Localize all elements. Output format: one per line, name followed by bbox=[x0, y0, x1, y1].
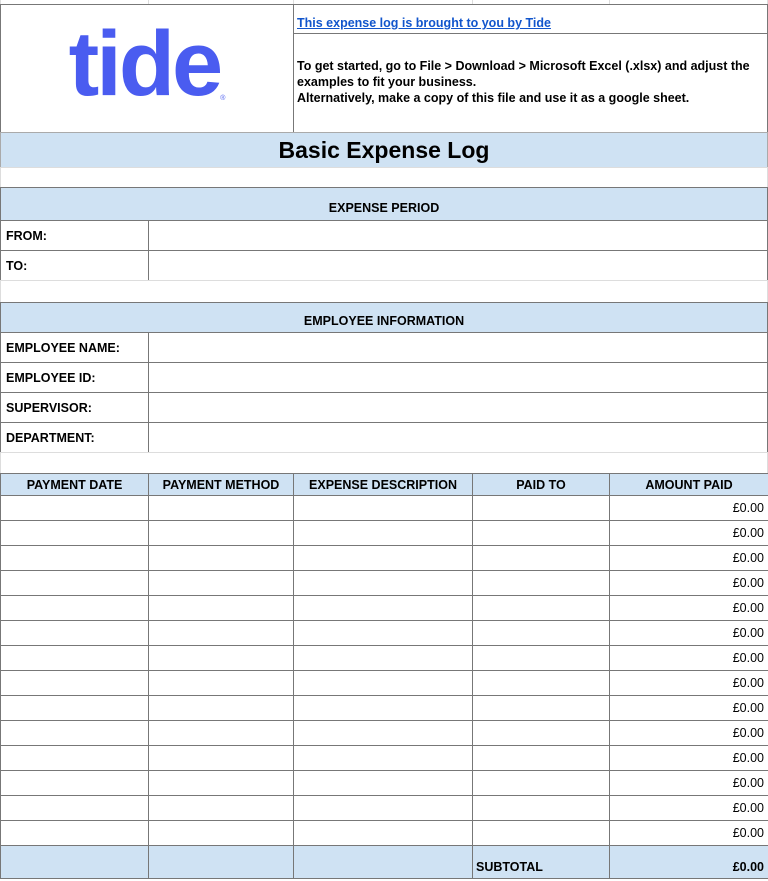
department-label: DEPARTMENT: bbox=[0, 422, 149, 453]
payment-method-cell[interactable] bbox=[148, 595, 294, 621]
expense-description-cell[interactable] bbox=[293, 745, 473, 771]
expense-description-cell[interactable] bbox=[293, 820, 473, 846]
amount-paid-cell[interactable]: £0.00 bbox=[609, 495, 768, 521]
column-header-payment-date: PAYMENT DATE bbox=[0, 473, 149, 496]
payment-method-cell[interactable] bbox=[148, 795, 294, 821]
employee-name-input[interactable] bbox=[148, 332, 768, 363]
expense-description-cell[interactable] bbox=[293, 620, 473, 646]
employee-id-label: EMPLOYEE ID: bbox=[0, 362, 149, 393]
column-header-paid-to: PAID TO bbox=[472, 473, 610, 496]
paid-to-cell[interactable] bbox=[472, 745, 610, 771]
supervisor-input[interactable] bbox=[148, 392, 768, 423]
expense-description-cell[interactable] bbox=[293, 645, 473, 671]
tide-link[interactable]: This expense log is brought to you by Tide bbox=[297, 16, 551, 30]
paid-to-cell[interactable] bbox=[472, 595, 610, 621]
payment-method-cell[interactable] bbox=[148, 495, 294, 521]
payment-method-cell[interactable] bbox=[148, 745, 294, 771]
instructions-cell bbox=[293, 33, 768, 133]
expense-description-cell[interactable] bbox=[293, 770, 473, 796]
supervisor-label: SUPERVISOR: bbox=[0, 392, 149, 423]
amount-paid-cell[interactable]: £0.00 bbox=[609, 770, 768, 796]
column-header-amount-paid: AMOUNT PAID bbox=[609, 473, 768, 496]
payment-date-cell[interactable] bbox=[0, 645, 149, 671]
column-header-payment-method: PAYMENT METHOD bbox=[148, 473, 294, 496]
subtotal-label: SUBTOTAL bbox=[472, 845, 610, 879]
paid-to-cell[interactable] bbox=[472, 545, 610, 571]
payment-date-cell[interactable] bbox=[0, 495, 149, 521]
department-input[interactable] bbox=[148, 422, 768, 453]
payment-method-cell[interactable] bbox=[148, 570, 294, 596]
payment-date-cell[interactable] bbox=[0, 820, 149, 846]
expense-description-cell[interactable] bbox=[293, 670, 473, 696]
instructions-line-2: Alternatively, make a copy of this file and use it as a google sheet. bbox=[297, 91, 690, 105]
amount-paid-cell[interactable]: £0.00 bbox=[609, 595, 768, 621]
amount-paid-cell[interactable]: £0.00 bbox=[609, 645, 768, 671]
paid-to-cell[interactable] bbox=[472, 620, 610, 646]
payment-date-cell[interactable] bbox=[0, 770, 149, 796]
payment-date-cell[interactable] bbox=[0, 620, 149, 646]
blank-row[interactable] bbox=[0, 167, 768, 188]
registered-mark: ® bbox=[220, 95, 226, 102]
expense-description-cell[interactable] bbox=[293, 720, 473, 746]
blank-row[interactable] bbox=[0, 452, 768, 474]
amount-paid-cell[interactable]: £0.00 bbox=[609, 670, 768, 696]
subtotal-value: £0.00 bbox=[609, 845, 768, 879]
amount-paid-cell[interactable]: £0.00 bbox=[609, 745, 768, 771]
amount-paid-cell[interactable]: £0.00 bbox=[609, 820, 768, 846]
paid-to-cell[interactable] bbox=[472, 820, 610, 846]
expense-description-cell[interactable] bbox=[293, 520, 473, 546]
expense-description-cell[interactable] bbox=[293, 795, 473, 821]
subtotal-row-cell bbox=[148, 845, 294, 879]
tide-logo: tide bbox=[68, 12, 221, 115]
amount-paid-cell[interactable]: £0.00 bbox=[609, 720, 768, 746]
expense-description-cell[interactable] bbox=[293, 495, 473, 521]
to-input[interactable] bbox=[148, 250, 768, 281]
expense-description-cell[interactable] bbox=[293, 595, 473, 621]
to-label: TO: bbox=[0, 250, 149, 281]
payment-date-cell[interactable] bbox=[0, 595, 149, 621]
blank-row[interactable] bbox=[0, 280, 768, 303]
payment-method-cell[interactable] bbox=[148, 695, 294, 721]
paid-to-cell[interactable] bbox=[472, 670, 610, 696]
payment-method-cell[interactable] bbox=[148, 520, 294, 546]
amount-paid-cell[interactable]: £0.00 bbox=[609, 695, 768, 721]
instructions-line-1: To get started, go to File > Download > Microsoft Excel (.xlsx) and adjust the examples to fit your business. bbox=[297, 59, 750, 89]
paid-to-cell[interactable] bbox=[472, 520, 610, 546]
amount-paid-cell[interactable]: £0.00 bbox=[609, 570, 768, 596]
amount-paid-cell[interactable]: £0.00 bbox=[609, 545, 768, 571]
payment-date-cell[interactable] bbox=[0, 695, 149, 721]
payment-date-cell[interactable] bbox=[0, 520, 149, 546]
payment-date-cell[interactable] bbox=[0, 745, 149, 771]
subtotal-row-cell bbox=[0, 845, 149, 879]
expense-description-cell[interactable] bbox=[293, 570, 473, 596]
payment-method-cell[interactable] bbox=[148, 670, 294, 696]
paid-to-cell[interactable] bbox=[472, 570, 610, 596]
column-header-expense-description: EXPENSE DESCRIPTION bbox=[293, 473, 473, 496]
payment-date-cell[interactable] bbox=[0, 545, 149, 571]
employee-info-header: EMPLOYEE INFORMATION bbox=[0, 302, 768, 333]
paid-to-cell[interactable] bbox=[472, 720, 610, 746]
paid-to-cell[interactable] bbox=[472, 795, 610, 821]
payment-method-cell[interactable] bbox=[148, 820, 294, 846]
payment-date-cell[interactable] bbox=[0, 570, 149, 596]
amount-paid-cell[interactable]: £0.00 bbox=[609, 620, 768, 646]
payment-method-cell[interactable] bbox=[148, 770, 294, 796]
expense-description-cell[interactable] bbox=[293, 545, 473, 571]
expense-description-cell[interactable] bbox=[293, 695, 473, 721]
payment-method-cell[interactable] bbox=[148, 620, 294, 646]
payment-date-cell[interactable] bbox=[0, 670, 149, 696]
from-label: FROM: bbox=[0, 220, 149, 251]
subtotal-row-cell bbox=[293, 845, 473, 879]
link-cell bbox=[293, 4, 768, 34]
from-input[interactable] bbox=[148, 220, 768, 251]
amount-paid-cell[interactable]: £0.00 bbox=[609, 520, 768, 546]
paid-to-cell[interactable] bbox=[472, 770, 610, 796]
payment-method-cell[interactable] bbox=[148, 720, 294, 746]
paid-to-cell[interactable] bbox=[472, 695, 610, 721]
payment-method-cell[interactable] bbox=[148, 645, 294, 671]
employee-name-label: EMPLOYEE NAME: bbox=[0, 332, 149, 363]
paid-to-cell[interactable] bbox=[472, 495, 610, 521]
page-title: Basic Expense Log bbox=[0, 132, 768, 168]
payment-date-cell[interactable] bbox=[0, 720, 149, 746]
expense-period-header: EXPENSE PERIOD bbox=[0, 187, 768, 221]
payment-date-cell[interactable] bbox=[0, 795, 149, 821]
amount-paid-cell[interactable]: £0.00 bbox=[609, 795, 768, 821]
paid-to-cell[interactable] bbox=[472, 645, 610, 671]
logo-cell bbox=[0, 4, 294, 133]
employee-id-input[interactable] bbox=[148, 362, 768, 393]
payment-method-cell[interactable] bbox=[148, 545, 294, 571]
